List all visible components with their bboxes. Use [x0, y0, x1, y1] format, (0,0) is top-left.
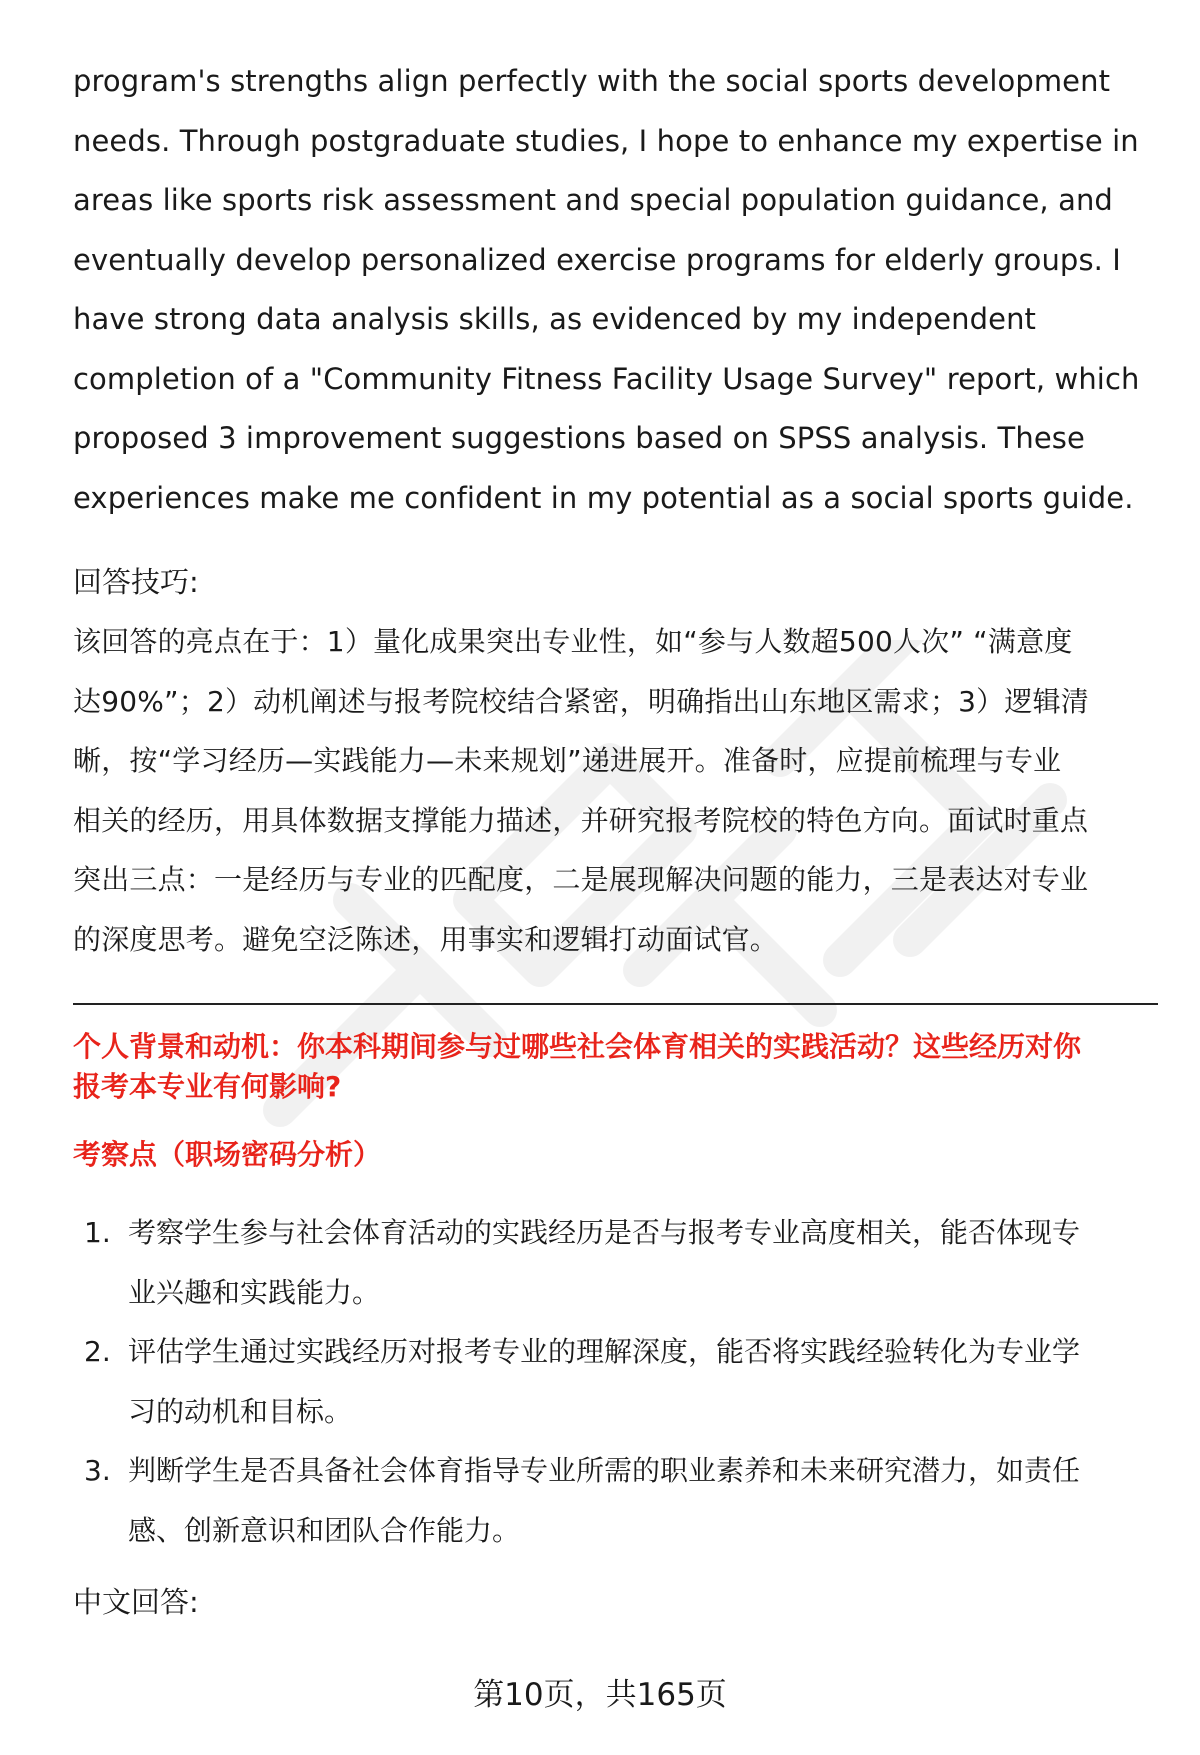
english-line: areas like sports risk assessment and special population guidance, and — [73, 183, 1113, 217]
list-item-line: 评估学生通过实践经历对报考专业的理解深度，能否将实践经验转化为专业学 — [128, 1335, 1081, 1368]
tips-line: 的深度思考。避免空泛陈述，用事实和逻辑打动面试官。 — [73, 922, 779, 956]
tips-body — [73, 612, 1158, 969]
tips-line: 突出三点：一是经历与专业的匹配度，二是展现解决问题的能力，三是表达对专业 — [73, 863, 1089, 896]
english-line: experiences make me confident in my potential as a social sports guide. — [73, 480, 1134, 515]
tips-line: 晰，按“学习经历—实践能力—未来规划”递进展开。准备时，应提前梳理与专业 — [73, 744, 1062, 777]
english-line: program's strengths align perfectly with the social sports development — [73, 64, 1111, 98]
list-item-number: 1. — [84, 1216, 111, 1249]
chinese-answer-heading: 中文回答: — [73, 1585, 199, 1619]
tips-line: 该回答的亮点在于：1）量化成果突出专业性，如“参与人数超500人次” “满意度 — [73, 625, 1073, 658]
list-item — [73, 1203, 1158, 1322]
list-item-number: 3. — [84, 1454, 111, 1487]
list-item-line: 业兴趣和实践能力。 — [128, 1275, 381, 1309]
english-line: needs. Through postgraduate studies, I hope to enhance my expertise in — [73, 123, 1139, 158]
question-line: 个人背景和动机：你本科期间参与过哪些社会体育相关的实践活动？这些经历对你 — [73, 1030, 1082, 1063]
section-divider — [73, 1003, 1158, 1005]
list-item-line: 习的动机和目标。 — [128, 1394, 353, 1428]
english-line: eventually develop personalized exercise programs for elderly groups. I — [73, 242, 1121, 277]
focus-heading: 考察点（职场密码分析） — [73, 1138, 382, 1171]
english-line: completion of a "Community Fitness Facility Usage Survey" report, which — [73, 361, 1140, 396]
tips-heading: 回答技巧: — [73, 565, 199, 599]
interview-question — [73, 1027, 1158, 1107]
english-line: proposed 3 improvement suggestions based on SPSS analysis. These — [73, 421, 1085, 455]
page-content — [73, 52, 1158, 1622]
tips-line: 达90%”；2）动机阐述与报考院校结合紧密，明确指出山东地区需求；3）逻辑清 — [73, 684, 1089, 718]
list-item-line: 感、创新意识和团队合作能力。 — [128, 1513, 521, 1547]
list-item-line: 判断学生是否具备社会体育指导专业所需的职业素养和未来研究潜力，如责任 — [128, 1454, 1081, 1487]
list-item — [73, 1441, 1158, 1560]
tips-line: 相关的经历，用具体数据支撑能力描述，并研究报考院校的特色方向。面试时重点 — [73, 803, 1089, 837]
focus-points-list — [73, 1203, 1158, 1560]
list-item-number: 2. — [84, 1335, 111, 1368]
list-item — [73, 1322, 1158, 1441]
question-line: 报考本专业有何影响? — [73, 1070, 342, 1103]
english-answer-paragraph — [73, 52, 1158, 528]
page-footer: 第10页，共165页 — [473, 1677, 727, 1713]
list-item-line: 考察学生参与社会体育活动的实践经历是否与报考专业高度相关，能否体现专 — [128, 1216, 1081, 1249]
english-line: have strong data analysis skills, as evidenced by my independent — [73, 302, 1037, 336]
